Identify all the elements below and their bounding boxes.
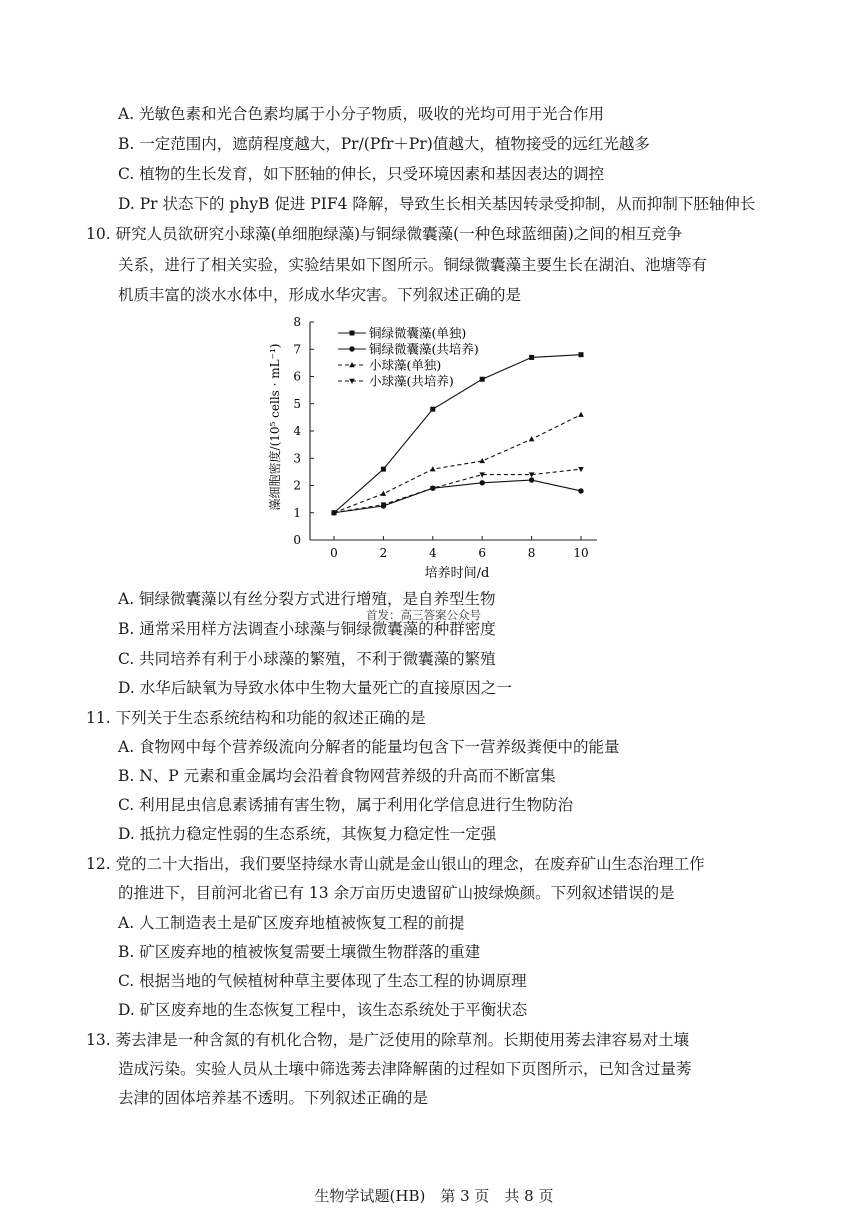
q11-option-d: D. 抵抗力稳定性弱的生态系统，其恢复力稳定性一定强 (118, 825, 497, 843)
q9-option-d: D. Pr 状态下的 phyB 促进 PIF4 降解，导致生长相关基因转录受抑制，从而抑制下胚轴伸长 (118, 195, 756, 213)
series-line (334, 415, 581, 513)
page-footer: 生物学试题(HB) 第 3 页 共 8 页 (314, 1187, 554, 1205)
data-point-square (529, 355, 534, 360)
data-point-circle (480, 480, 485, 485)
q10-stem-line-3: 机质丰富的淡水水体中，形成水华灾害。下列叙述正确的是 (118, 286, 522, 304)
legend-label: 铜绿微囊藻(单独) (369, 325, 467, 341)
legend-item-1 (338, 326, 466, 341)
q11-option-a: A. 食物网中每个营养级流向分解者的能量均包含下一营养级粪便中的能量 (118, 738, 620, 756)
q11-stem: 11. 下列关于生态系统结构和功能的叙述正确的是 (86, 709, 426, 727)
q12-stem-line-1: 12. 党的二十大指出，我们要坚持绿水青山就是金山银山的理念，在废弃矿山生态治理工作 (86, 855, 705, 873)
series-line (334, 480, 581, 513)
y-tick-label: 7 (293, 342, 301, 357)
y-tick-label: 0 (293, 533, 301, 547)
legend-label: 铜绿微囊藻(共培养) (369, 341, 479, 357)
q10-stem-line-1: 10. 研究人员欲研究小球藻(单细胞绿藻)与铜绿微囊藻(一种色球蓝细菌)之间的相互竞争 (86, 225, 683, 243)
q13-stem-line-1: 13. 莠去津是一种含氮的有机化合物，是广泛使用的除草剂。长期使用莠去津容易对土壤 (86, 1031, 690, 1049)
series-3 (331, 412, 584, 515)
series-line (334, 469, 581, 513)
data-point-square (381, 467, 386, 472)
x-tick-label: 2 (379, 546, 388, 560)
x-tick-label: 0 (330, 546, 338, 560)
y-axis-title: 藻细胞密度/(10⁵ cells · mL⁻¹) (268, 343, 282, 511)
data-point-triangle (479, 458, 485, 463)
growth-chart (262, 305, 622, 587)
y-tick-label: 1 (293, 505, 301, 520)
q10-option-d: D. 水华后缺氧为导致水体中生物大量死亡的直接原因之一 (118, 679, 512, 697)
data-point-circle (578, 488, 583, 493)
q13-stem-line-3: 去津的固体培养基不透明。下列叙述正确的是 (118, 1089, 429, 1107)
series-2 (331, 477, 583, 515)
chart-legend (338, 326, 479, 389)
data-point-square (350, 331, 355, 336)
data-point-triangle-down (529, 472, 535, 477)
data-point-triangle (529, 436, 535, 441)
legend-label: 小球藻(单独) (369, 357, 442, 373)
data-point-square (579, 352, 584, 357)
y-tick-label: 4 (293, 424, 301, 438)
data-point-triangle-down (578, 467, 584, 472)
legend-item-4 (338, 374, 454, 389)
legend-item-2 (338, 342, 479, 357)
data-point-triangle (430, 466, 436, 471)
q9-option-b: B. 一定范围内，遮荫程度越大，Pr/(Pfr＋Pr)值越大，植物接受的远红光越多 (118, 135, 650, 153)
legend-label: 小球藻(共培养) (369, 373, 454, 389)
q10-option-b: B. 通常采用样方法调查小球藻与铜绿微囊藻的种群密度 (118, 620, 496, 638)
data-point-triangle (381, 491, 387, 496)
data-point-triangle (578, 412, 584, 417)
q9-option-c: C. 植物的生长发育，如下胚轴的伸长，只受环境因素和基因表达的调控 (118, 165, 605, 183)
q11-option-c: C. 利用昆虫信息素诱捕有害生物，属于利用化学信息进行生物防治 (118, 796, 574, 814)
x-tick-label: 10 (573, 546, 589, 560)
q12-option-d: D. 矿区废弃地的生态恢复工程中，该生态系统处于平衡状态 (118, 1001, 528, 1019)
q10-option-c: C. 共同培养有利于小球藻的繁殖，不利于微囊藻的繁殖 (118, 650, 496, 668)
x-axis-title: 培养时间/d (424, 566, 490, 581)
q10-stem-line-2: 关系，进行了相关实验，实验结果如下图所示。铜绿微囊藻主要生长在湖泊、池塘等有 (118, 256, 708, 274)
y-tick-label: 6 (293, 369, 301, 384)
q11-option-b: B. N、P 元素和重金属均会沿着食物网营养级的升高而不断富集 (118, 767, 556, 785)
q12-option-b: B. 矿区废弃地的植被恢复需要土壤微生物群落的重建 (118, 943, 481, 961)
q12-option-a: A. 人工制造表土是矿区废弃地植被恢复工程的前提 (118, 914, 465, 932)
x-tick-label: 8 (527, 546, 536, 560)
x-tick-label: 6 (478, 546, 487, 560)
y-tick-label: 5 (293, 396, 301, 411)
q10-option-a: A. 铜绿微囊藻以有丝分裂方式进行增殖，是自养型生物 (118, 590, 496, 608)
data-point-square (480, 377, 485, 382)
x-tick-label: 4 (428, 546, 437, 560)
watermark-text: 首发：高三答案公众号 (366, 608, 481, 622)
legend-item-3 (338, 358, 441, 373)
data-point-circle (349, 346, 354, 351)
q12-stem-line-2: 的推进下，目前河北省已有 13 余万亩历史遗留矿山披绿焕颜。下列叙述错误的是 (118, 884, 675, 902)
data-point-square (430, 407, 435, 412)
y-tick-label: 2 (293, 478, 301, 493)
q9-option-a: A. 光敏色素和光合色素均属于小分子物质，吸收的光均可用于光合作用 (118, 105, 605, 123)
data-point-circle (529, 477, 534, 482)
y-ticks (293, 315, 314, 547)
y-axis-label (267, 344, 282, 511)
y-tick-label: 3 (293, 451, 301, 466)
q12-option-c: C. 根据当地的气候植树种草主要体现了生态工程的协调原理 (118, 972, 527, 990)
q13-stem-line-2: 造成污染。实验人员从土壤中筛选莠去津降解菌的过程如下页图所示，已知含过量莠 (118, 1060, 692, 1078)
y-tick-label: 8 (293, 315, 301, 329)
